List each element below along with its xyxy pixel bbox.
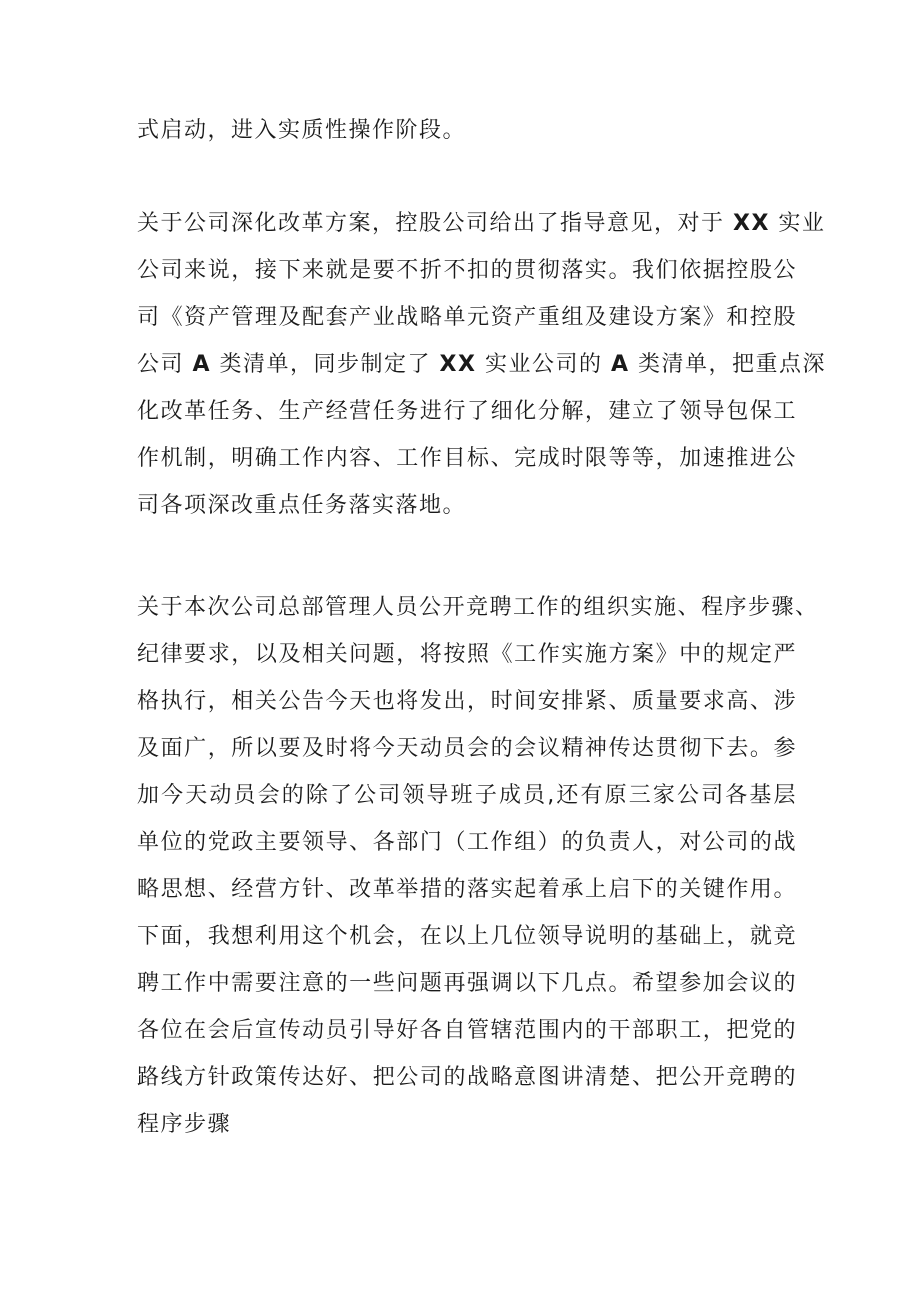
paragraph-3-line-8: 下面，我想利用这个机会，在以上几位领导说明的基础上，就竞 bbox=[137, 924, 797, 949]
paragraph-3-line-7: 略思想、经营方针、改革举措的落实起着承上启下的关键作用。 bbox=[137, 877, 797, 902]
paragraph-3-line-4: 及面广，所以要及时将今天动员会的会议精神传达贯彻下去。参 bbox=[137, 736, 797, 761]
paragraph-3-line-10: 各位在会后宣传动员引导好各自管辖范围内的干部职工，把党的 bbox=[137, 1018, 797, 1043]
paragraph-3-line-9: 聘工作中需要注意的一些问题再强调以下几点。希望参加会议的 bbox=[137, 971, 797, 996]
paragraph-2-line-1: 关于公司深化改革方案，控股公司给出了指导意见，对于 XX 实业 bbox=[137, 211, 826, 236]
paragraph-3-line-5: 加今天动员会的除了公司领导班子成员,还有原三家公司各基层 bbox=[137, 783, 797, 808]
paragraph-2-line-2: 公司来说，接下来就是要不折不扣的贯彻落实。我们依据控股公 bbox=[137, 258, 797, 283]
paragraph-2-line-6: 作机制，明确工作内容、工作目标、完成时限等等，加速推进公 bbox=[137, 446, 797, 471]
paragraph-3-line-1: 关于本次公司总部管理人员公开竞聘工作的组织实施、程序步骤、 bbox=[137, 595, 819, 620]
paragraph-2-line-7: 司各项深改重点任务落实落地。 bbox=[137, 493, 467, 518]
paragraph-3-line-6: 单位的党政主要领导、各部门（工作组）的负责人，对公司的战 bbox=[137, 830, 797, 855]
paragraph-3-line-12: 程序步骤 bbox=[137, 1112, 232, 1137]
paragraph-2-line-5: 化改革任务、生产经营任务进行了细化分解，建立了领导包保工 bbox=[137, 399, 797, 424]
paragraph-3-line-3: 格执行，相关公告今天也将发出，时间安排紧、质量要求高、涉 bbox=[137, 689, 797, 714]
paragraph-1-line-1: 式启动，进入实质性操作阶段。 bbox=[137, 118, 467, 143]
paragraph-3-line-2: 纪律要求，以及相关问题，将按照《工作实施方案》中的规定严 bbox=[137, 642, 797, 667]
paragraph-2-line-3: 司《资产管理及配套产业战略单元资产重组及建设方案》和控股 bbox=[137, 305, 797, 330]
paragraph-2-line-4: 公司 A 类清单，同步制定了 XX 实业公司的 A 类清单，把重点深 bbox=[137, 352, 826, 377]
paragraph-3-line-11: 路线方针政策传达好、把公司的战略意图讲清楚、把公开竞聘的 bbox=[137, 1065, 797, 1090]
